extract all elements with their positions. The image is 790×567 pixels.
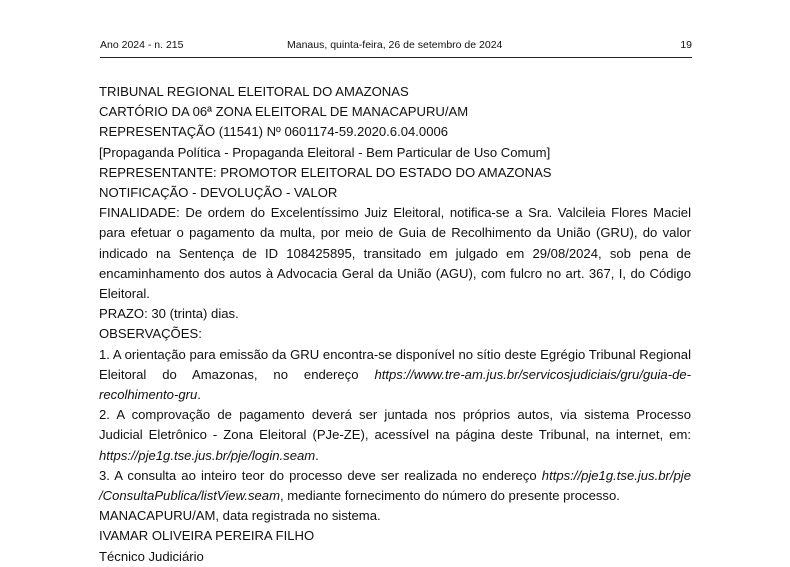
dateline: Manaus, quinta-feira, 26 de setembro de 2024 — [287, 39, 503, 51]
page-number: 19 — [680, 39, 692, 51]
case-number: REPRESENTAÇÃO (11541) Nº 0601174-59.2020.6.04.0006 — [99, 124, 449, 140]
observacoes-heading: OBSERVAÇÕES: — [99, 326, 202, 342]
observacao-3-end: , mediante fornecimento do número do presente processo. — [279, 488, 620, 504]
observacao-2-end: . — [315, 447, 319, 463]
case-subject: [Propaganda Política - Propaganda Eleitoral - Bem Particular de Uso Comum] — [99, 144, 551, 160]
issue-number: Ano 2024 - n. 215 — [100, 39, 184, 51]
representante: REPRESENTANTE: PROMOTOR ELEITORAL DO ESTADO DO AMAZONAS — [99, 164, 552, 180]
observacao-3-text: 3. A consulta ao inteiro teor do processo deve ser realizada no endereço — [99, 467, 542, 483]
page-header — [100, 38, 692, 52]
observacao-3 — [99, 466, 691, 506]
observacao-2 — [99, 405, 691, 466]
place-date: MANACAPURU/AM, data registrada no sistema. — [99, 508, 381, 524]
observacao-1-text: 1. A orientação para emissão da GRU encontra-se disponível no sítio deste Egrégio Tribunal Regional Eleitoral do Amazonas, no endereço — [99, 346, 691, 382]
observacao-2-text: 2. A comprovação de pagamento deverá ser juntada nos próprios autos, via sistema Processo Judicial Eletrônico - Zona Eleitoral (PJe-ZE), acessível na página deste Tribunal, na internet, em: — [99, 407, 691, 443]
office-name: CARTÓRIO DA 06ª ZONA ELEITORAL DE MANACAPURU/AM — [99, 104, 469, 120]
gru-guide-link[interactable]: https://www.tre-am.jus.br/servicosjudiciais/gru/guia-de-recolhimento-gru — [99, 366, 691, 403]
observacao-1-end: . — [197, 387, 201, 403]
header-divider — [100, 57, 692, 58]
court-name: TRIBUNAL REGIONAL ELEITORAL DO AMAZONAS — [99, 84, 409, 99]
pje-login-link[interactable]: https://pje1g.tse.jus.br/pje/login.seam — [99, 447, 316, 463]
observacao-1 — [99, 345, 691, 406]
signer-name: IVAMAR OLIVEIRA PEREIRA FILHO — [99, 528, 315, 544]
finalidade-paragraph: FINALIDADE: De ordem do Excelentíssimo Juiz Eleitoral, notifica-se a Sra. Valcileia Flores Maciel para efetuar o pagamento da multa, por meio de Guia de Recolhimento da União (GRU), do valor indicado na Sentença de ID 108425895, transitado em julgado em 29/08/2024, sob pena de encaminhamento dos autos à Advocacia Geral da União (AGU), com fulcro no art. 367, I, do Código Eleitoral. — [99, 205, 691, 302]
prazo: PRAZO: 30 (trinta) dias. — [99, 306, 239, 322]
notice-type: NOTIFICAÇÃO - DEVOLUÇÃO - VALOR — [99, 185, 338, 201]
notice-body — [99, 82, 691, 567]
consulta-publica-link[interactable]: https://pje1g.tse.jus.br/pje /ConsultaPublica/listView.seam — [99, 467, 691, 504]
signer-role: Técnico Judiciário — [99, 548, 204, 564]
